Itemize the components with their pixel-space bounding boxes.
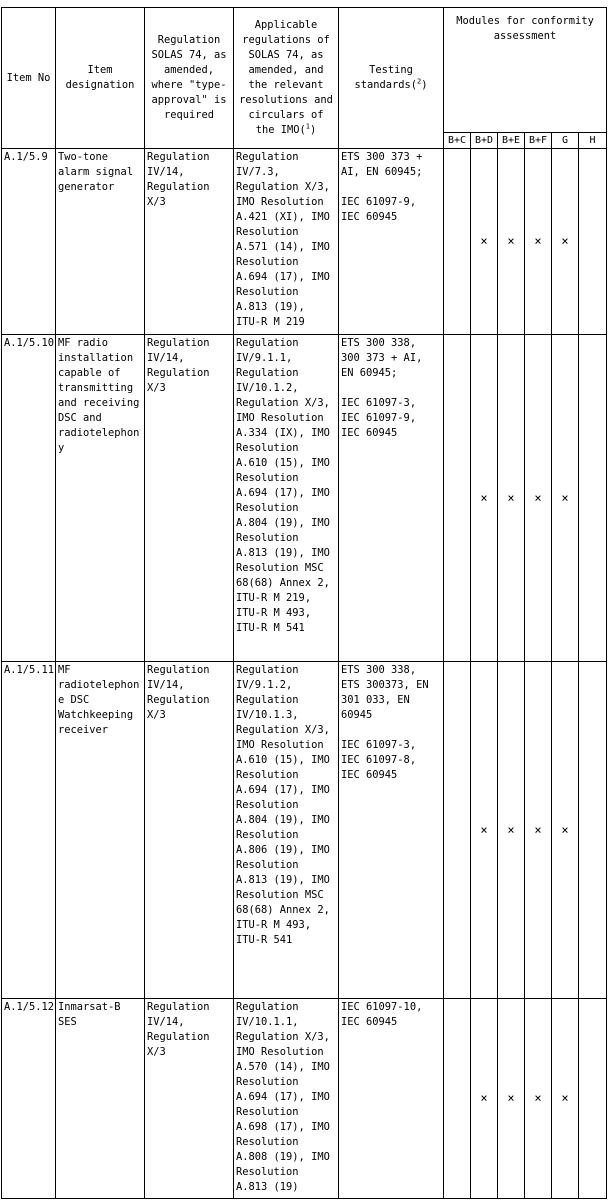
table-row bbox=[2, 999, 607, 1199]
applicable-regulations-cell: Regulation IV/7.3, Regulation X/3, IMO Resolution A.421 (XI), IMO Resolution A.571 (14), IMO Resolution A.694 (17), IMO Resolution A.813 (19), ITU-R M 219 bbox=[234, 149, 339, 335]
table-row bbox=[2, 662, 607, 999]
module-mark-cell bbox=[444, 335, 471, 662]
module-mark-cell: × bbox=[525, 149, 552, 335]
testing-standard-text: IEC 61097-9, IEC 60945 bbox=[341, 196, 417, 223]
testing-standard-text: IEC 61097-3, IEC 61097-9, IEC 60945 bbox=[341, 397, 417, 439]
module-mark-cell: × bbox=[498, 999, 525, 1199]
table-row bbox=[2, 335, 607, 662]
module-mark-cell: × bbox=[552, 662, 579, 999]
item-designation-cell: Inmarsat-B SES bbox=[56, 999, 145, 1199]
module-mark-cell bbox=[579, 662, 607, 999]
regulation-cell: Regulation IV/14, Regulation X/3 bbox=[145, 149, 234, 335]
header-applicable-regulations: Applicable regulations of SOLAS 74, as amended, and the relevant resolutions and circulars of the IMO($^1$) bbox=[234, 8, 339, 149]
module-mark-cell: × bbox=[471, 149, 498, 335]
header-item-designation: Item designation bbox=[56, 8, 145, 149]
testing-standard-text: IEC 61097-10, IEC 60945 bbox=[341, 1001, 423, 1028]
testing-standard-text: ETS 300 338, 300 373 + AI, EN 60945; bbox=[341, 337, 423, 379]
header-testing-standards: Testing standards($^2$) bbox=[339, 8, 444, 149]
module-mark-cell: × bbox=[498, 662, 525, 999]
item-no-cell: A.1/5.12 bbox=[2, 999, 56, 1199]
testing-standards-cell bbox=[339, 149, 444, 335]
applicable-regulations-cell: Regulation IV/10.1.1, Regulation X/3, IMO Resolution A.570 (14), IMO Resolution A.694 (17), IMO Resolution A.698 (17), IMO Resolution A.808 (19), IMO Resolution A.813 (19) bbox=[234, 999, 339, 1199]
header-item-no: Item No bbox=[2, 8, 56, 149]
item-designation-cell: MF radiotelephone DSC Watchkeeping receiver bbox=[56, 662, 145, 999]
module-mark-cell: × bbox=[471, 662, 498, 999]
item-no-cell: A.1/5.11 bbox=[2, 662, 56, 999]
regulation-cell: Regulation IV/14, Regulation X/3 bbox=[145, 662, 234, 999]
header-regulation: Regulation SOLAS 74, as amended, where "type-approval" is required bbox=[145, 8, 234, 149]
module-mark-cell: × bbox=[525, 662, 552, 999]
conformity-table bbox=[1, 7, 607, 1199]
applicable-regulations-cell: Regulation IV/9.1.2, Regulation IV/10.1.3, Regulation X/3, IMO Resolution A.610 (15), IMO Resolution A.694 (17), IMO Resolution A.804 (19), IMO Resolution A.806 (19), IMO Resolution A.813 (19), IMO Resolution MSC 68(68) Annex 2, ITU-R M 493, ITU-R 541 bbox=[234, 662, 339, 999]
module-mark-cell: × bbox=[525, 999, 552, 1199]
testing-standards-cell bbox=[339, 662, 444, 999]
item-no-cell: A.1/5.10 bbox=[2, 335, 56, 662]
module-mark-cell: × bbox=[552, 999, 579, 1199]
module-mark-cell bbox=[579, 149, 607, 335]
module-col-bd: B+D bbox=[471, 133, 498, 149]
module-mark-cell: × bbox=[552, 149, 579, 335]
module-col-h: H bbox=[579, 133, 607, 149]
module-col-bf: B+F bbox=[525, 133, 552, 149]
item-designation-cell: MF radio installation capable of transmitting and receiving DSC and radiotelephony bbox=[56, 335, 145, 662]
module-col-be: B+E bbox=[498, 133, 525, 149]
module-mark-cell bbox=[579, 335, 607, 662]
header-modules: Modules for conformity assessment bbox=[444, 8, 607, 133]
applicable-regulations-cell: Regulation IV/9.1.1, Regulation IV/10.1.2, Regulation X/3, IMO Resolution A.334 (IX), IMO Resolution A.610 (15), IMO Resolution A.694 (17), IMO Resolution A.804 (19), IMO Resolution A.813 (19), IMO Resolution MSC 68(68) Annex 2, ITU-R M 219, ITU-R M 493, ITU-R M 541 bbox=[234, 335, 339, 662]
regulation-cell: Regulation IV/14, Regulation X/3 bbox=[145, 999, 234, 1199]
testing-standard-text: ETS 300 338, ETS 300373, EN 301 033, EN 60945 bbox=[341, 664, 429, 721]
item-no-cell: A.1/5.9 bbox=[2, 149, 56, 335]
module-mark-cell bbox=[444, 149, 471, 335]
module-mark-cell bbox=[444, 999, 471, 1199]
module-col-bc: B+C bbox=[444, 133, 471, 149]
module-mark-cell: × bbox=[552, 335, 579, 662]
module-mark-cell: × bbox=[471, 999, 498, 1199]
module-mark-cell bbox=[579, 999, 607, 1199]
module-mark-cell: × bbox=[498, 335, 525, 662]
module-mark-cell bbox=[444, 662, 471, 999]
testing-standards-cell bbox=[339, 335, 444, 662]
module-mark-cell: × bbox=[471, 335, 498, 662]
module-mark-cell: × bbox=[498, 149, 525, 335]
testing-standard-text: IEC 61097-3, IEC 61097-8, IEC 60945 bbox=[341, 739, 417, 781]
module-mark-cell: × bbox=[525, 335, 552, 662]
item-designation-cell: Two-tone alarm signal generator bbox=[56, 149, 145, 335]
regulation-cell: Regulation IV/14, Regulation X/3 bbox=[145, 335, 234, 662]
module-col-g: G bbox=[552, 133, 579, 149]
testing-standards-cell bbox=[339, 999, 444, 1199]
table-row bbox=[2, 149, 607, 335]
testing-standard-text: ETS 300 373 + AI, EN 60945; bbox=[341, 151, 423, 178]
